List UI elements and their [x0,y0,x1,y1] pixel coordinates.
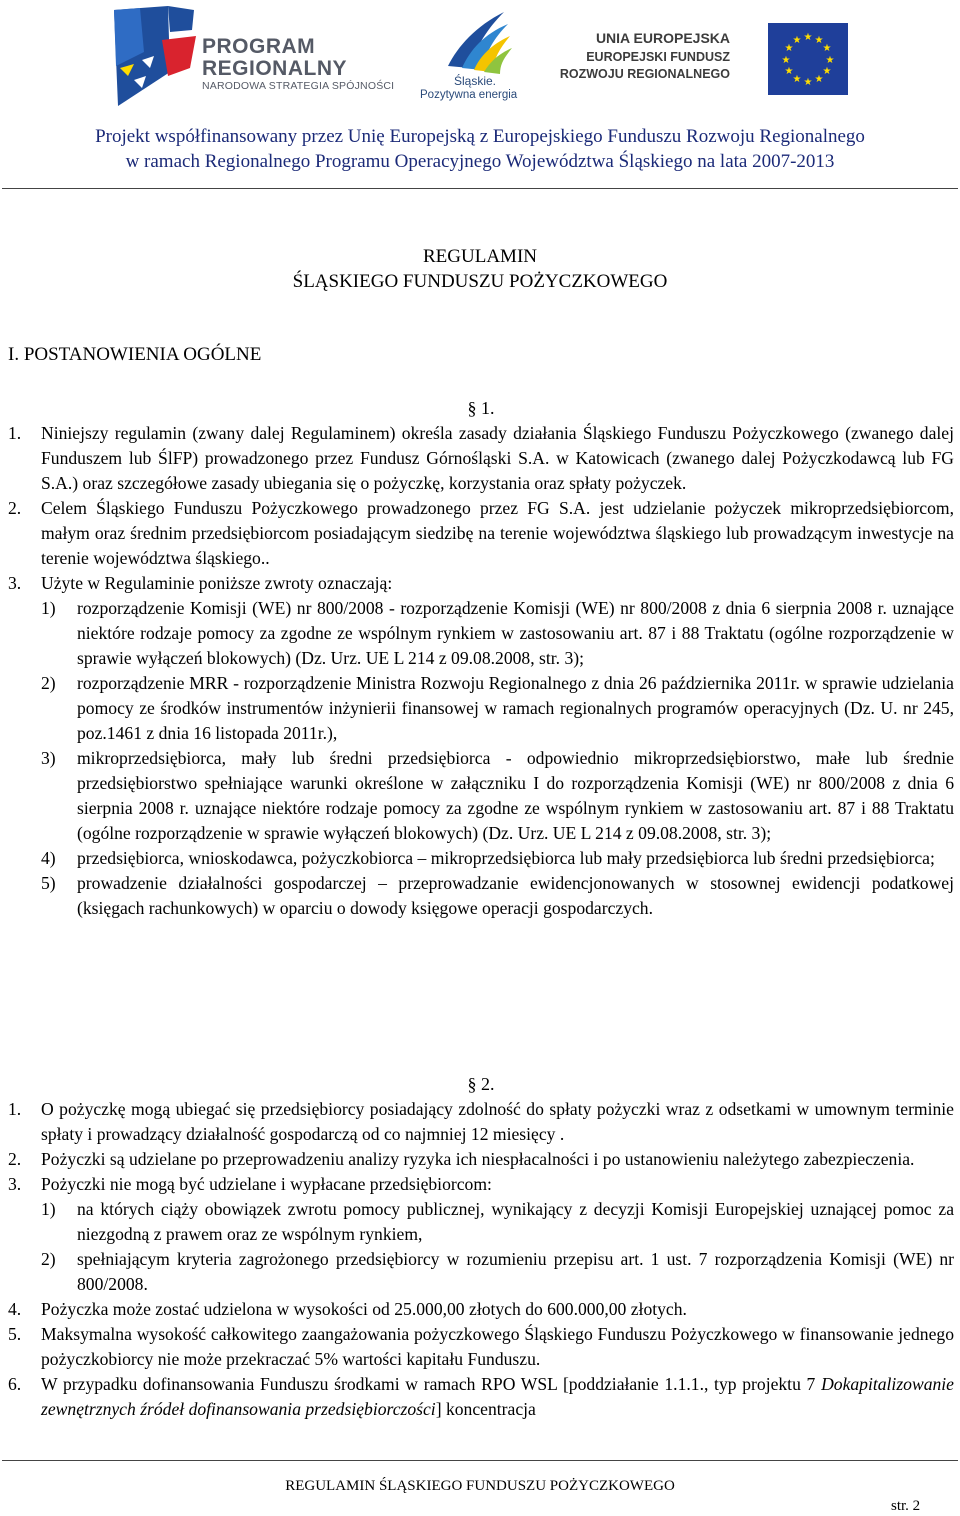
list-item [8,1297,954,1322]
svg-text:★: ★ [814,74,824,85]
logo-bar [0,0,960,112]
list-item [8,496,954,571]
item-text: Niniejszy regulamin (zwany dalej Regulaminem) określa zasady działania Śląskiego Funduszu Pożyczkowego (zwanego dalej Funduszem lub ŚlFP) prowadzonego przez Fundusz Górnośląski S.A. w Katowicach (zwanego dalej Pożyczkodawcą lub FG S.A.) oraz szczegółowe zasady ubiegania się o pożyczkę, korzystania oraz spłaty pożyczek. [41,423,954,493]
svg-text:★: ★ [784,43,794,54]
sub-item-text: rozporządzenie MRR - rozporządzenie Ministra Rozwoju Regionalnego z dnia 26 października 2011r. w sprawie udzielania pomocy ze środków instrumentów inżynierii finansowej w ramach regionalnych programów operacyjnych (Dz. U. nr 245, poz.1461 z dnia 16 listopada 2011r.), [77,673,954,743]
item-number: 6. [8,1374,22,1394]
list-item [8,571,954,596]
sub-item-text: prowadzenie działalności gospodarczej – przeprowadzanie ewidencjonowanych w stosownej ewidencji podatkowej (księgach rachunkowych) w oparciu o dowody księgowe operacji gospodarczych. [77,873,954,918]
page-number: str. 2 [891,1498,921,1514]
footer-divider [2,1460,958,1461]
item-text: Pożyczki nie mogą być udzielane i wypłacane przedsiębiorcom: [41,1174,492,1194]
sub-item-number: 2) [41,673,56,693]
list-item [8,1147,954,1172]
sub-item-number: 4) [41,848,56,868]
sub-item [8,596,954,671]
sub-item-number: 1) [41,598,56,618]
item-number: 1. [8,1099,22,1119]
sub-item-text: na których ciąży obowiązek zwrotu pomocy publicznej, wynikający z decyzji Komisji Europejskiej uznającej pomoc za niezgodną z prawem oraz ze wspólnym rynkiem, [77,1199,954,1244]
sub-item-text: przedsiębiorca, wnioskodawca, pożyczkobiorca – mikroprzedsiębiorca lub mały przedsiębiorca lub średni przedsiębiorca; [77,848,935,868]
program-regionalny-title: PROGRAM REGIONALNY [202,35,348,80]
item-text: Maksymalna wysokość całkowitego zaangażowania pożyczkowego Śląskiego Funduszu Pożyczkowego w finansowanie jednego pożyczkobiorcy nie może przekraczać 5% wartości kapitału Funduszu. [41,1324,954,1369]
eu-fund-line1: EUROPEJSKI FUNDUSZ [586,50,730,64]
svg-text:★: ★ [825,55,835,66]
program-regionalny-subtitle: NARODOWA STRATEGIA SPÓJNOŚCI [202,80,395,92]
svg-text:★: ★ [781,55,791,66]
svg-text:★: ★ [784,66,794,77]
item-text: Pożyczki są udzielane po przeprowadzeniu analizy ryzyka ich niespłacalności i po ustanowieniu należytego zabezpieczenia. [41,1149,915,1169]
svg-text:★: ★ [822,66,832,77]
sub-item [8,1247,954,1297]
sub-item-text: rozporządzenie Komisji (WE) nr 800/2008 - rozporządzenie Komisji (WE) nr 800/2008 z dnia 6 sierpnia 2008 r. uznające niektóre rodzaje pomocy za zgodne ze wspólnym rynkiem w zastosowaniu art. 87 i 88 Traktatu (ogólne rozporządzenie w sprawie wyłączeń blokowych) (Dz. Urz. UE L 214 z 09.08.2008, str. 3); [77,598,954,668]
svg-text:★: ★ [803,32,813,43]
slaskie-wave-icon [418,6,538,76]
sub-item [8,1197,954,1247]
list-item [8,1097,954,1147]
sub-item [8,671,954,746]
svg-text:★: ★ [792,35,802,46]
svg-text:★: ★ [792,74,802,85]
item-text: W przypadku dofinansowania Funduszu środkami w ramach RPO WSL [poddziałanie 1.1.1., typ projektu 7 [41,1374,822,1394]
svg-text:★: ★ [814,35,824,46]
eu-flag-icon [768,23,848,95]
footer-title: REGULAMIN ŚLĄSKIEGO FUNDUSZU POŻYCZKOWEGO [285,1478,675,1494]
svg-text:★: ★ [822,43,832,54]
program-regionalny-logo [110,6,410,110]
cofinancing-line-1: Projekt współfinansowany przez Unię Europejską z Europejskiego Funduszu Rozwoju Regionalnego [95,126,865,147]
slaskie-name: Śląskie. [454,74,497,88]
item-number: 5. [8,1324,22,1344]
paragraph-heading: § 1. [467,398,495,418]
sub-item-number: 1) [41,1199,56,1219]
sub-item-number: 5) [41,873,56,893]
title-line-1: REGULAMIN [423,246,537,267]
section-heading: I. POSTANOWIENIA OGÓLNE [8,344,262,365]
item-text-italic: Dokapitalizowanie zewnętrznych źródeł dofinansowania przedsiębiorczości [41,1374,954,1419]
paragraph-2 [8,1072,954,1422]
item-text: Celem Śląskiego Funduszu Pożyczkowego prowadzonego przez FG S.A. jest udzielanie pożyczek mikroprzedsiębiorcom, małym oraz średnim przedsiębiorcom posiadającym siedzibę na terenie województwa śląskiego lub prowadzącym inwestycje na terenie województwa śląskiego.. [41,498,954,568]
item-text: Pożyczka może zostać udzielona w wysokości od 25.000,00 złotych do 600.000,00 złotych. [41,1299,687,1319]
paragraph-heading: § 2. [467,1074,495,1094]
sub-item [8,746,954,846]
document-title [0,244,960,294]
item-text: O pożyczkę mogą ubiegać się przedsiębiorcy posiadający zdolność do spłaty pożyczki wraz z odsetkami w umownym terminie spłaty i prowadzący działalność gospodarczą od co najmniej 12 miesięcy . [41,1099,954,1144]
item-text: ] koncentracja [435,1399,536,1419]
item-number: 4. [8,1299,22,1319]
sub-item [8,871,954,921]
cofinancing-line-2: w ramach Regionalnego Programu Operacyjnego Województwa Śląskiego na lata 2007-2013 [125,151,835,172]
sub-item-text: spełniającym kryteria zagrożonego przedsiębiorcy w rozumieniu przepisu art. 1 ust. 7 rozporządzenia Komisji (WE) nr 800/2008. [77,1249,954,1294]
sub-item-number: 2) [41,1249,56,1269]
title-line-2: ŚLĄSKIEGO FUNDUSZU POŻYCZKOWEGO [292,271,668,292]
list-item [8,1372,954,1422]
header-divider [2,188,958,189]
item-text: Użyte w Regulaminie poniższe zwroty oznaczają: [41,573,393,593]
item-number: 3. [8,1174,22,1194]
sub-item [8,846,954,871]
slaskie-logo [418,6,538,106]
program-regionalny-emblem-icon [110,6,202,110]
item-number: 3. [8,573,22,593]
eu-fund-line2: ROZWOJU REGIONALNEGO [559,67,730,81]
list-item [8,1172,954,1197]
cofinancing-header [0,124,960,174]
item-number: 2. [8,1149,22,1169]
item-number: 2. [8,498,22,518]
sub-item-text: mikroprzedsiębiorca, mały lub średni przedsiębiorca - odpowiednio mikroprzedsiębiorstwo, małe lub średnie przedsiębiorstwo spełniające warunki określone w załączniku I do rozporządzenia Komisji (WE) nr 800/2008 z dnia 6 sierpnia 2008 r. uznające niektóre rodzaje pomocy za zgodne ze wspólnym rynkiem w zastosowaniu art. 87 i 88 Traktatu (ogólne rozporządzenie w sprawie wyłączeń blokowych) (Dz. Urz. UE L 214 z 09.08.2008, str. 3); [77,748,954,843]
eu-title: UNIA EUROPEJSKA [595,30,730,46]
list-item [8,421,954,496]
paragraph-1 [8,396,954,921]
svg-text:★: ★ [803,77,813,88]
slaskie-slogan: Pozytywna energia [420,89,518,101]
sub-item-number: 3) [41,748,56,768]
item-number: 1. [8,423,22,443]
list-item [8,1322,954,1372]
